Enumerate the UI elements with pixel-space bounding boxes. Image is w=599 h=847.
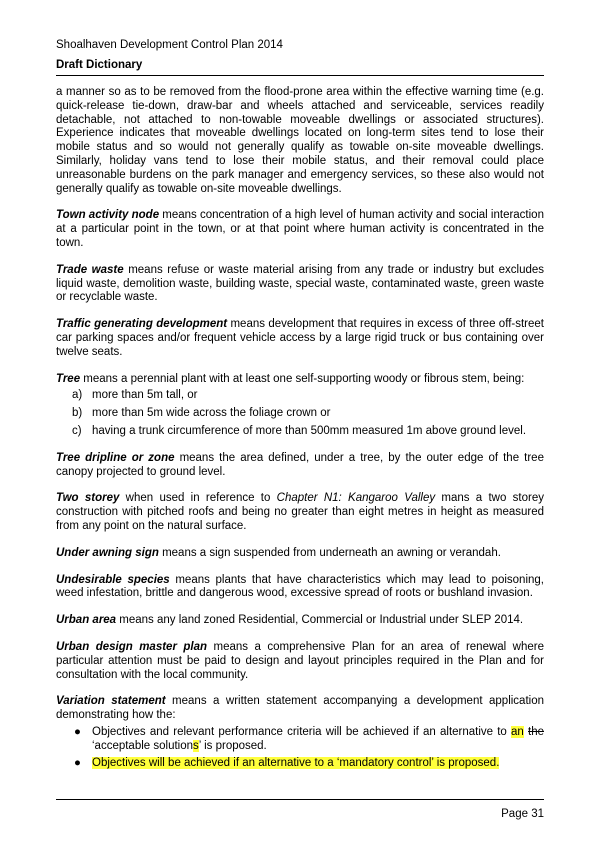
- definition-text: means a perennial plant with at least one self-supporting woody or fibrous stem, being:: [80, 372, 525, 385]
- definition-term: Urban area: [56, 614, 117, 627]
- definition-under-awning-sign: [56, 547, 544, 561]
- definition-text: means a sign suspended from underneath an awning or verandah.: [158, 546, 501, 559]
- definition-town-activity-node: [56, 209, 544, 250]
- list-marker: c): [72, 424, 82, 437]
- definition-text: means concentration of a high level of human activity and social interaction at a particular point in the town, or at that point where human activity is concentrated in the town.: [56, 209, 544, 249]
- definition-urban-design-master-plan: [56, 641, 544, 682]
- document-title: Shoalhaven Development Control Plan 2014: [56, 39, 283, 51]
- definition-term: Two storey: [56, 492, 120, 505]
- page-number: Page 31: [501, 808, 544, 820]
- list-item-text: more than 5m tall, or: [92, 389, 198, 402]
- page-header: [56, 38, 544, 72]
- definition-two-storey: [56, 492, 544, 533]
- bullet-dot-icon: ●: [74, 757, 81, 770]
- definition-undesirable-species: [56, 574, 544, 602]
- definition-urban-area: [56, 614, 544, 628]
- highlighted-insertion: Objectives will be achieved if an alternative to a ‘mandatory control’ is proposed.: [92, 757, 500, 770]
- definition-term: Town activity node: [56, 209, 160, 222]
- definition-text: means development that requires in excess of three off-street car parking spaces and/or frequent vehicle access by a large rigid truck or bus containing over twelve seats.: [56, 318, 544, 358]
- definition-text: means refuse or waste material arising from any trade or industry but excludes liquid waste, demolition waste, building waste, special waste, contaminated waste, green waste or recyclable waste.: [56, 263, 545, 304]
- definition-traffic-generating-development: [56, 318, 544, 359]
- definition-term: Traffic generating development: [56, 318, 228, 331]
- definition-term: Tree: [56, 372, 81, 385]
- definition-term: Urban design master plan: [56, 640, 208, 653]
- list-item-text: Objectives and relevant performance criteria will be achieved if an alternative to: [92, 725, 512, 738]
- definition-text: means plants that have characteristics which may lead to poisoning, weed infestation, brittle and dangerous wood, excessive spread of roots or bushland invasion.: [56, 573, 544, 600]
- document-body: [56, 86, 544, 775]
- definition-term: Undesirable species: [56, 573, 170, 586]
- list-item-text: ‘acceptable solution: [92, 739, 194, 752]
- definition-term: Variation statement: [56, 695, 166, 708]
- list-item-text: ’ is proposed.: [198, 739, 267, 752]
- document-subtitle: Draft Dictionary: [56, 59, 143, 71]
- definition-text: means a comprehensive Plan for an area of renewal where particular attention must be paid to design and layout principles required in the Plan and for consultation with the local community.: [56, 640, 545, 681]
- struck-deletion: the: [528, 725, 544, 738]
- definition-text: when used in reference to: [119, 492, 277, 505]
- list-item: [72, 407, 544, 421]
- list-item-text: more than 5m wide across the foliage crown or: [92, 407, 331, 420]
- definition-tree-dripline: [56, 452, 544, 480]
- definition-text: means the area defined, under a tree, by the outer edge of the tree canopy projected to ground level.: [56, 451, 544, 478]
- chapter-reference: Chapter N1: Kangaroo Valley: [276, 492, 436, 505]
- tree-criteria-list: [56, 389, 544, 438]
- definition-term: Trade waste: [56, 263, 124, 276]
- definition-text: means a written statement accompanying a development application demonstrating how the:: [56, 695, 544, 722]
- definition-trade-waste: [56, 264, 544, 305]
- definition-text: mans a two storey construction with pitched roofs and being no greater than eight metres in height as measured from any point on the natural surface.: [56, 492, 544, 532]
- definition-term: Tree dripline or zone: [56, 451, 175, 464]
- list-item: [72, 424, 544, 439]
- definition-variation-statement: [56, 695, 544, 723]
- highlighted-insertion: an: [511, 725, 524, 738]
- intro-paragraph: a manner so as to be removed from the flood-prone area within the effective warning time (e.g. quick-release tie-down, draw-bar and wheels attached and serviceable, services readily detachable, not attached to non-towable moveable dwellings or associated structures). Experience indicates that moveable dwellings located on long-term sites tend to lose their mobile status and so would not generally qualify as towable on-site moveable dwellings. Similarly, holiday vans tend to lose their mobile status, and their removal could place unreasonable burdens on the park manager and emergency services, so these also would not generally qualify as towable on-site moveable dwellings.: [56, 86, 544, 195]
- highlighted-insertion: s: [193, 739, 199, 752]
- variation-statement-list: [56, 726, 544, 771]
- bullet-dot-icon: ●: [74, 725, 81, 738]
- header-divider: [56, 75, 544, 76]
- definition-text: means any land zoned Residential, Commercial or Industrial under SLEP 2014.: [116, 614, 524, 627]
- footer-divider: [56, 799, 544, 800]
- list-item: [74, 725, 544, 754]
- list-item: [72, 389, 544, 403]
- definition-tree: [56, 373, 544, 387]
- definition-term: Under awning sign: [56, 546, 159, 559]
- list-item-text: having a trunk circumference of more than 500mm measured 1m above ground level.: [92, 424, 527, 437]
- list-item: [74, 757, 544, 771]
- list-marker: b): [72, 407, 83, 420]
- list-marker: a): [72, 389, 83, 402]
